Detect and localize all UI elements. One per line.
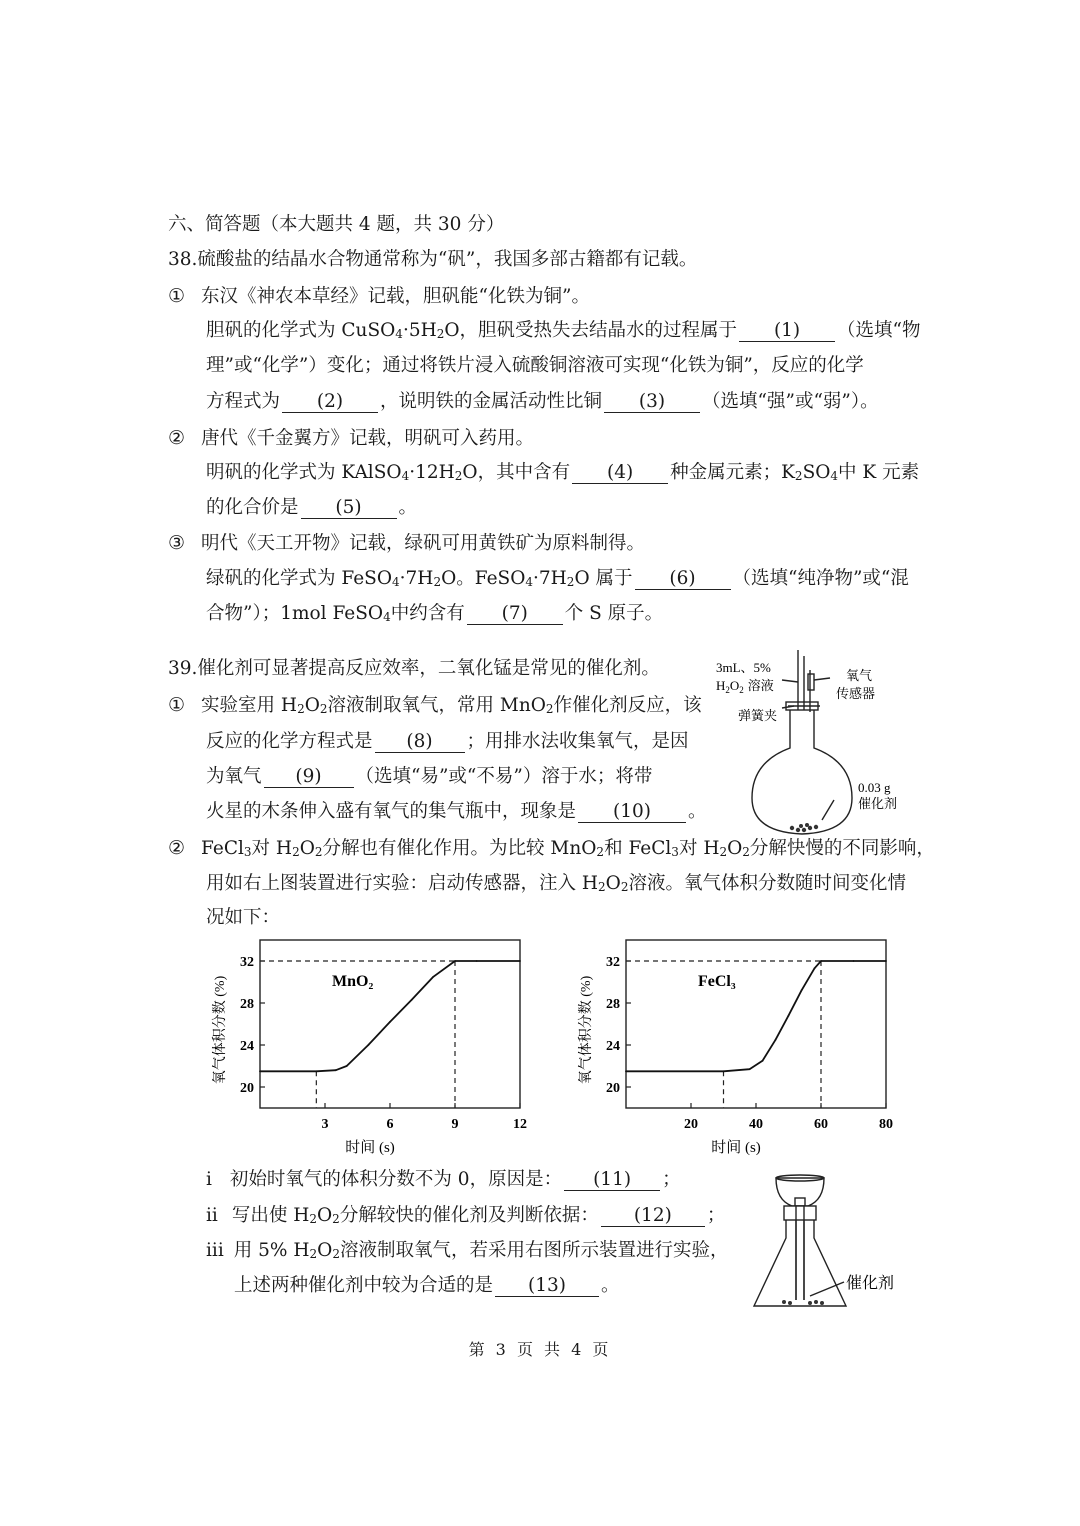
text-seg: 用如右上图装置进行实验：启动传感器，注入 H: [206, 873, 599, 894]
x-tick-label: 60: [814, 1117, 828, 1132]
data-point: [723, 1070, 725, 1072]
text-seg: （选填“强”或“弱”）。: [702, 391, 879, 412]
x-tick-label: 12: [513, 1117, 527, 1132]
series-line: [626, 961, 886, 1071]
text-seg: 胆矾的化学式为 CuSO: [206, 320, 396, 341]
text-seg: 分解快慢的不同影响，: [749, 838, 935, 859]
y-tick-label: 32: [240, 955, 254, 970]
series-annotation: MnO₂: [332, 973, 374, 990]
answer-blank-4[interactable]: (4): [572, 463, 668, 484]
q38-number: 38.: [168, 249, 198, 270]
text-seg: 分解也有催化作用。为比较 MnO: [322, 838, 597, 859]
text-seg: 溶液制取氧气，若采用右图所示装置进行实验，: [339, 1240, 729, 1261]
q38-p1-line1: [206, 320, 921, 342]
solution-label-2c: 溶液: [747, 678, 774, 693]
x-tick-label: 3: [321, 1117, 329, 1132]
catalyst-label-2: 催化剂: [846, 1275, 895, 1292]
q39-sub-iii-line1: [206, 1240, 728, 1262]
text-seg: 实验室用 H: [201, 695, 298, 716]
text-seg: O。FeSO: [441, 568, 526, 589]
sub-4: 4: [395, 327, 403, 341]
answer-blank-5[interactable]: (5): [301, 498, 397, 519]
data-point: [814, 967, 816, 969]
data-point: [788, 1015, 790, 1017]
text-seg: O 属于: [574, 568, 633, 589]
text-seg: ；: [662, 1169, 681, 1190]
q38-p3-head: [168, 532, 645, 555]
answer-blank-13[interactable]: (13): [495, 1276, 599, 1297]
q38-intro: [168, 249, 697, 271]
data-point: [432, 976, 434, 978]
q39-p2-line2: [206, 873, 906, 895]
sub-2: 2: [309, 1247, 318, 1261]
sensor-label-1: 氧气: [846, 668, 873, 683]
q39-p2-line1: [168, 837, 935, 860]
data-point: [749, 1068, 751, 1070]
sub-2: 2: [794, 469, 803, 483]
q39-p1-line3: [206, 766, 652, 788]
conical-flask-apparatus: [740, 1170, 910, 1315]
text-seg: ·7H: [399, 568, 434, 589]
q39-intro: [168, 658, 660, 680]
sub-4: 4: [401, 469, 410, 483]
sub-2: 2: [566, 575, 575, 589]
y-tick-label: 28: [606, 997, 620, 1012]
text-seg: 对 H: [251, 838, 293, 859]
q39-intro-text: 催化剂可显著提高反应效率，二氧化锰是常见的催化剂。: [197, 658, 660, 679]
q39-sub-iii-line2: [234, 1275, 620, 1297]
sub-2: 2: [297, 702, 305, 716]
data-point: [801, 990, 803, 992]
series-line: [260, 961, 520, 1071]
answer-blank-9[interactable]: (9): [264, 767, 354, 788]
y-tick-label: 20: [240, 1081, 254, 1096]
text-seg: 初始时氧气的体积分数不为 0，原因是：: [229, 1169, 563, 1190]
text-seg: （选填“纯净物”或“混: [732, 568, 909, 589]
text-seg: 分解较快的催化剂及判断依据：: [339, 1205, 599, 1226]
solution-label-2: [716, 678, 774, 695]
sub-3: 3: [671, 845, 679, 859]
data-point: [625, 1070, 627, 1072]
text-seg: O: [299, 838, 315, 859]
text-seg: O，其中含有: [462, 462, 571, 483]
text-seg: 个 S 原子。: [564, 603, 664, 624]
text-seg: O: [727, 838, 743, 859]
sub-2: 2: [719, 845, 728, 859]
answer-blank-10[interactable]: (10): [578, 802, 686, 823]
q39-p1-line1: [168, 694, 702, 717]
text-seg: （选填“易”或“不易”）溶于水；将带: [355, 766, 653, 787]
plot-frame: [626, 940, 886, 1108]
q38-intro-text: 硫酸盐的结晶水合物通常称为“矾”，我国多部古籍都有记载。: [197, 249, 698, 270]
sub-2: 2: [436, 327, 445, 341]
x-tick-label: 80: [879, 1117, 893, 1132]
answer-blank-11[interactable]: (11): [564, 1170, 660, 1191]
text-seg: O: [317, 1240, 333, 1261]
y-tick-label: 20: [606, 1081, 620, 1096]
solution-label-1: 3mL、5%: [716, 660, 771, 675]
answer-blank-8[interactable]: (8): [375, 732, 465, 753]
plot-frame: [260, 940, 520, 1108]
data-point: [853, 960, 855, 962]
sub-4: 4: [383, 610, 391, 624]
text-seg: 溶液制取氧气，常用 MnO: [327, 695, 546, 716]
sub-4: 4: [392, 575, 400, 589]
answer-blank-7[interactable]: (7): [467, 604, 563, 625]
sub-2: 2: [319, 702, 328, 716]
q39-p2-line3: 况如下：: [206, 907, 281, 928]
q38-p2-line1: [206, 462, 919, 484]
x-axis-label: 时间 (s): [711, 1140, 761, 1156]
y-axis-label: 氧气体积分数 (%): [213, 975, 228, 1085]
data-point: [762, 1060, 764, 1062]
text-seg: 上述两种催化剂中较为合适的是: [234, 1275, 494, 1296]
catalyst-mass-label: 0.03 g: [858, 780, 891, 795]
data-point: [820, 960, 822, 962]
sub-3: 3: [243, 845, 252, 859]
text-seg: 对 H: [678, 838, 720, 859]
q39-p1-marker: ①: [168, 694, 186, 716]
text-seg: 写出使 H: [231, 1205, 310, 1226]
clamp-label: 弹簧夹: [738, 708, 778, 723]
y-tick-label: 28: [240, 997, 254, 1012]
sub-4: 4: [525, 575, 533, 589]
chart-fecl3: [566, 928, 906, 1160]
sub-2: 2: [332, 1212, 340, 1226]
sub-2: 2: [742, 845, 750, 859]
q38-p2-head: [168, 427, 534, 450]
data-point: [411, 999, 413, 1001]
sensor-label-2: 传感器: [836, 686, 876, 701]
text-seg: 和 FeCl: [604, 838, 672, 859]
sub-2: 2: [332, 1247, 340, 1261]
sub-2: 2: [292, 845, 300, 859]
sub-2: 2: [596, 845, 605, 859]
q39-p1-line2: [206, 731, 689, 753]
text-seg: 溶液。氧气体积分数随时间变化情: [628, 873, 906, 894]
y-tick-label: 32: [606, 955, 620, 970]
q38-p1-head-text: 东汉《神农本草经》记载，胆矾能“化铁为铜”。: [201, 286, 590, 307]
solution-label-2a: H: [716, 678, 726, 693]
x-tick-label: 6: [386, 1117, 394, 1132]
q38-p2-line2: [206, 497, 417, 519]
answer-blank-1[interactable]: (1): [739, 321, 835, 342]
sub-2: 2: [598, 880, 606, 894]
text-seg: 作催化剂反应，该: [553, 695, 702, 716]
text-seg: 。: [688, 801, 707, 822]
text-seg: 合物”）；1mol FeSO: [206, 603, 384, 624]
q39-sub-ii: [206, 1205, 725, 1227]
sub-iii-marker: iii: [206, 1240, 224, 1261]
text-seg: ；用排水法收集氧气，是因: [466, 731, 689, 752]
q38-p3-head-text: 明代《天工开物》记载，绿矾可用黄铁矿为原料制得。: [201, 533, 646, 554]
text-seg: O: [304, 695, 320, 716]
q38-p1-line3: [206, 391, 879, 413]
q38-p3-line2: [206, 603, 663, 625]
sub-2: 2: [309, 1212, 317, 1226]
sub-2: 2: [725, 685, 730, 695]
q39-number: 39.: [168, 658, 198, 679]
sub-2: 2: [314, 845, 323, 859]
x-axis-label: 时间 (s): [345, 1140, 395, 1156]
text-seg: ·12H: [409, 462, 455, 483]
solution-label-2b: O: [729, 678, 740, 693]
x-tick-label: 9: [451, 1117, 459, 1132]
text-seg: ·5H: [402, 320, 437, 341]
text-seg: O: [605, 873, 621, 894]
text-seg: ，说明铁的金属活动性比铜: [380, 391, 603, 412]
q39-p2-marker: ②: [168, 837, 186, 859]
q38-p3-line1: [206, 568, 909, 590]
sub-2: 2: [454, 469, 463, 483]
text-seg: ·7H: [533, 568, 567, 589]
answer-blank-12[interactable]: (12): [601, 1206, 705, 1227]
answer-blank-6[interactable]: (6): [635, 569, 731, 590]
data-point: [519, 960, 521, 962]
page-footer: 第 3 页 共 4 页: [468, 1340, 612, 1359]
sub-ii-marker: ii: [206, 1205, 218, 1226]
q38-p2-marker: ②: [168, 427, 186, 449]
data-point: [476, 960, 478, 962]
text-seg: 反应的化学方程式是: [206, 731, 373, 752]
text-seg: 的化合价是: [206, 497, 299, 518]
y-tick-label: 24: [606, 1039, 620, 1054]
text-seg: 火星的木条伸入盛有氧气的集气瓶中，现象是: [206, 801, 577, 822]
q38-p2-head-text: 唐代《千金翼方》记载，明矾可入药用。: [201, 428, 535, 449]
q38-p1-head: [168, 285, 590, 308]
text-seg: O: [317, 1205, 333, 1226]
section-title: 六、简答题（本大题共 4 题，共 30 分）: [168, 214, 505, 235]
data-point: [775, 1039, 777, 1041]
text-seg: ；: [706, 1205, 726, 1226]
data-point: [454, 960, 456, 962]
catalyst-label: 催化剂: [858, 796, 898, 811]
text-seg: 用 5% H: [233, 1240, 310, 1261]
q38-p1-line2: 理”或“化学”）变化；通过将铁片浸入硫酸铜溶液可实现“化铁为铜”，反应的化学: [206, 355, 864, 376]
text-seg: 中约含有: [390, 603, 465, 624]
text-seg: 。: [398, 497, 418, 518]
data-point: [389, 1021, 391, 1023]
q38-p1-marker: ①: [168, 285, 186, 307]
q38-p3-marker: ③: [168, 532, 186, 554]
sub-2: 2: [739, 685, 744, 695]
y-tick-label: 24: [240, 1039, 254, 1054]
text-seg: 绿矾的化学式为 FeSO: [206, 568, 392, 589]
data-point: [367, 1044, 369, 1046]
text-seg: 种金属元素；K: [670, 462, 795, 483]
x-tick-label: 20: [684, 1117, 698, 1132]
answer-blank-3[interactable]: (3): [604, 392, 700, 413]
data-point: [315, 1070, 317, 1072]
text-seg: 为氧气: [206, 766, 262, 787]
data-point: [885, 960, 887, 962]
text-seg: 方程式为: [206, 391, 281, 412]
text-seg: SO: [802, 462, 831, 483]
sub-2: 2: [433, 575, 442, 589]
sub-4: 4: [830, 469, 839, 483]
series-annotation: FeCl₃: [698, 973, 736, 990]
text-seg: 明矾的化学式为 KAlSO: [206, 462, 402, 483]
q39-sub-i: [206, 1169, 681, 1191]
text-seg: （选填“物: [837, 320, 921, 341]
chart-mno2: [200, 928, 540, 1160]
x-tick-label: 40: [749, 1117, 763, 1132]
text-seg: FeCl: [201, 838, 244, 859]
sub-i-marker: i: [206, 1169, 212, 1190]
sub-2: 2: [620, 880, 629, 894]
sub-2: 2: [545, 702, 554, 716]
data-point: [259, 1070, 261, 1072]
text-seg: 。: [601, 1275, 620, 1296]
text-seg: O，胆矾受热失去结晶水的过程属于: [444, 320, 738, 341]
q39-p1-line4: [206, 801, 707, 823]
y-axis-label: 氧气体积分数 (%): [579, 975, 594, 1085]
text-seg: 中 K 元素: [838, 462, 920, 483]
answer-blank-2[interactable]: (2): [282, 392, 378, 413]
data-point: [335, 1069, 337, 1071]
flask-sensor-apparatus: [712, 650, 912, 838]
data-point: [346, 1065, 348, 1067]
